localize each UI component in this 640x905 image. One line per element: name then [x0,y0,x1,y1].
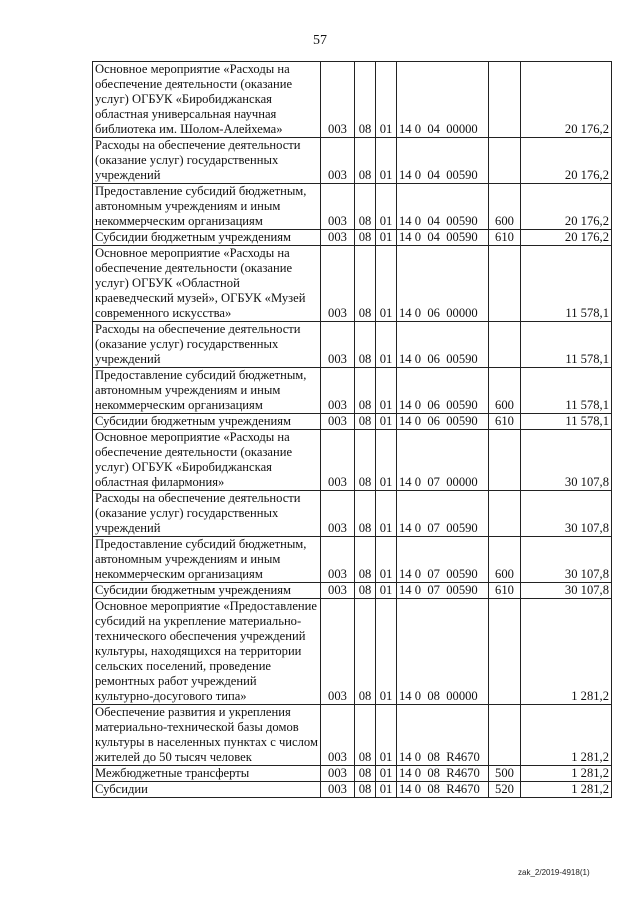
table-row [93,491,612,537]
expense-type-cell [489,138,521,184]
table-row [93,138,612,184]
amount-cell: 20 176,2 [521,184,612,230]
subsection-code-cell: 01 [376,414,397,430]
table-row [93,230,612,246]
subsection-code-cell: 01 [376,705,397,766]
table-row [93,414,612,430]
grbs-code-cell: 003 [321,705,355,766]
section-code-cell: 08 [355,414,376,430]
target-article-cell: 14 0 04 00590 [397,230,489,246]
section-code-cell: 08 [355,537,376,583]
grbs-code-cell: 003 [321,368,355,414]
grbs-code-cell: 003 [321,322,355,368]
expense-type-cell [489,599,521,705]
subsection-code-cell: 01 [376,430,397,491]
grbs-code-cell: 003 [321,537,355,583]
section-code-cell: 08 [355,766,376,782]
amount-cell: 20 176,2 [521,230,612,246]
target-article-cell: 14 0 04 00590 [397,138,489,184]
amount-cell: 11 578,1 [521,322,612,368]
expense-type-cell [489,491,521,537]
grbs-code-cell: 003 [321,430,355,491]
row-name-cell: Расходы на обеспечение деятельности (оказание услуг) государственных учреждений [93,491,321,537]
amount-cell: 30 107,8 [521,583,612,599]
row-name-cell: Субсидии бюджетным учреждениям [93,414,321,430]
subsection-code-cell: 01 [376,766,397,782]
table-row [93,782,612,798]
amount-cell: 1 281,2 [521,705,612,766]
expense-type-cell [489,246,521,322]
amount-cell: 1 281,2 [521,766,612,782]
subsection-code-cell: 01 [376,184,397,230]
document-code: zak_2/2019-4918(1) [518,868,590,877]
table-row [93,62,612,138]
expense-type-cell: 610 [489,230,521,246]
target-article-cell: 14 0 06 00590 [397,414,489,430]
expense-type-cell [489,322,521,368]
subsection-code-cell: 01 [376,368,397,414]
row-name-cell: Предоставление субсидий бюджетным, автономным учреждениям и иным некоммерческим организациям [93,537,321,583]
target-article-cell: 14 0 06 00000 [397,246,489,322]
budget-table-body [93,62,612,798]
grbs-code-cell: 003 [321,184,355,230]
expense-type-cell: 610 [489,414,521,430]
target-article-cell: 14 0 08 R4670 [397,766,489,782]
row-name-cell: Основное мероприятие «Расходы на обеспечение деятельности (оказание услуг) ОГБУК «Биробиджанская областная филармония» [93,430,321,491]
grbs-code-cell: 003 [321,414,355,430]
row-name-cell: Расходы на обеспечение деятельности (оказание услуг) государственных учреждений [93,138,321,184]
row-name-cell: Основное мероприятие «Расходы на обеспечение деятельности (оказание услуг) ОГБУК «Биробиджанская областная универсальная научная библиотека им. Шолом-Алейхема» [93,62,321,138]
target-article-cell: 14 0 06 00590 [397,322,489,368]
target-article-cell: 14 0 07 00000 [397,430,489,491]
target-article-cell: 14 0 04 00000 [397,62,489,138]
table-row [93,322,612,368]
table-row [93,599,612,705]
table-row [93,368,612,414]
table-row [93,766,612,782]
amount-cell: 11 578,1 [521,414,612,430]
section-code-cell: 08 [355,184,376,230]
table-row [93,537,612,583]
grbs-code-cell: 003 [321,583,355,599]
grbs-code-cell: 003 [321,599,355,705]
section-code-cell: 08 [355,62,376,138]
row-name-cell: Основное мероприятие «Расходы на обеспечение деятельности (оказание услуг) ОГБУК «Областной краеведческий музей», ОГБУК «Музей современного искусства» [93,246,321,322]
section-code-cell: 08 [355,246,376,322]
table-row [93,430,612,491]
section-code-cell: 08 [355,322,376,368]
subsection-code-cell: 01 [376,491,397,537]
subsection-code-cell: 01 [376,230,397,246]
section-code-cell: 08 [355,430,376,491]
grbs-code-cell: 003 [321,230,355,246]
expense-type-cell: 610 [489,583,521,599]
page-number: 57 [313,33,327,48]
amount-cell: 20 176,2 [521,62,612,138]
section-code-cell: 08 [355,138,376,184]
row-name-cell: Субсидии бюджетным учреждениям [93,583,321,599]
subsection-code-cell: 01 [376,62,397,138]
expense-type-cell: 520 [489,782,521,798]
target-article-cell: 14 0 04 00590 [397,184,489,230]
expense-type-cell: 600 [489,368,521,414]
grbs-code-cell: 003 [321,491,355,537]
amount-cell: 30 107,8 [521,491,612,537]
amount-cell: 1 281,2 [521,599,612,705]
target-article-cell: 14 0 08 00000 [397,599,489,705]
section-code-cell: 08 [355,583,376,599]
grbs-code-cell: 003 [321,138,355,184]
row-name-cell: Межбюджетные трансферты [93,766,321,782]
subsection-code-cell: 01 [376,138,397,184]
amount-cell: 20 176,2 [521,138,612,184]
table-row [93,705,612,766]
section-code-cell: 08 [355,705,376,766]
amount-cell: 30 107,8 [521,537,612,583]
expense-type-cell: 600 [489,184,521,230]
subsection-code-cell: 01 [376,537,397,583]
row-name-cell: Расходы на обеспечение деятельности (оказание услуг) государственных учреждений [93,322,321,368]
row-name-cell: Субсидии бюджетным учреждениям [93,230,321,246]
subsection-code-cell: 01 [376,782,397,798]
section-code-cell: 08 [355,368,376,414]
section-code-cell: 08 [355,230,376,246]
budget-table [92,61,612,798]
subsection-code-cell: 01 [376,246,397,322]
subsection-code-cell: 01 [376,322,397,368]
target-article-cell: 14 0 07 00590 [397,537,489,583]
row-name-cell: Предоставление субсидий бюджетным, автономным учреждениям и иным некоммерческим организациям [93,184,321,230]
expense-type-cell [489,705,521,766]
grbs-code-cell: 003 [321,766,355,782]
amount-cell: 11 578,1 [521,368,612,414]
target-article-cell: 14 0 08 R4670 [397,705,489,766]
target-article-cell: 14 0 06 00590 [397,368,489,414]
grbs-code-cell: 003 [321,62,355,138]
row-name-cell: Субсидии [93,782,321,798]
amount-cell: 30 107,8 [521,430,612,491]
grbs-code-cell: 003 [321,246,355,322]
grbs-code-cell: 003 [321,782,355,798]
amount-cell: 11 578,1 [521,246,612,322]
expense-type-cell [489,430,521,491]
target-article-cell: 14 0 07 00590 [397,583,489,599]
section-code-cell: 08 [355,491,376,537]
subsection-code-cell: 01 [376,599,397,705]
amount-cell: 1 281,2 [521,782,612,798]
table-row [93,583,612,599]
expense-type-cell: 500 [489,766,521,782]
row-name-cell: Основное мероприятие «Предоставление субсидий на укрепление материально-технического обеспечения учреждений культуры, находящихся на территории сельских поселений, проведение ремонтных работ учреждений культурно-досугового типа» [93,599,321,705]
expense-type-cell: 600 [489,537,521,583]
section-code-cell: 08 [355,782,376,798]
row-name-cell: Предоставление субсидий бюджетным, автономным учреждениям и иным некоммерческим организациям [93,368,321,414]
section-code-cell: 08 [355,599,376,705]
target-article-cell: 14 0 07 00590 [397,491,489,537]
table-row [93,246,612,322]
table-row [93,184,612,230]
expense-type-cell [489,62,521,138]
row-name-cell: Обеспечение развития и укрепления материально-технической базы домов культуры в населенных пунктах с числом жителей до 50 тысяч человек [93,705,321,766]
subsection-code-cell: 01 [376,583,397,599]
target-article-cell: 14 0 08 R4670 [397,782,489,798]
